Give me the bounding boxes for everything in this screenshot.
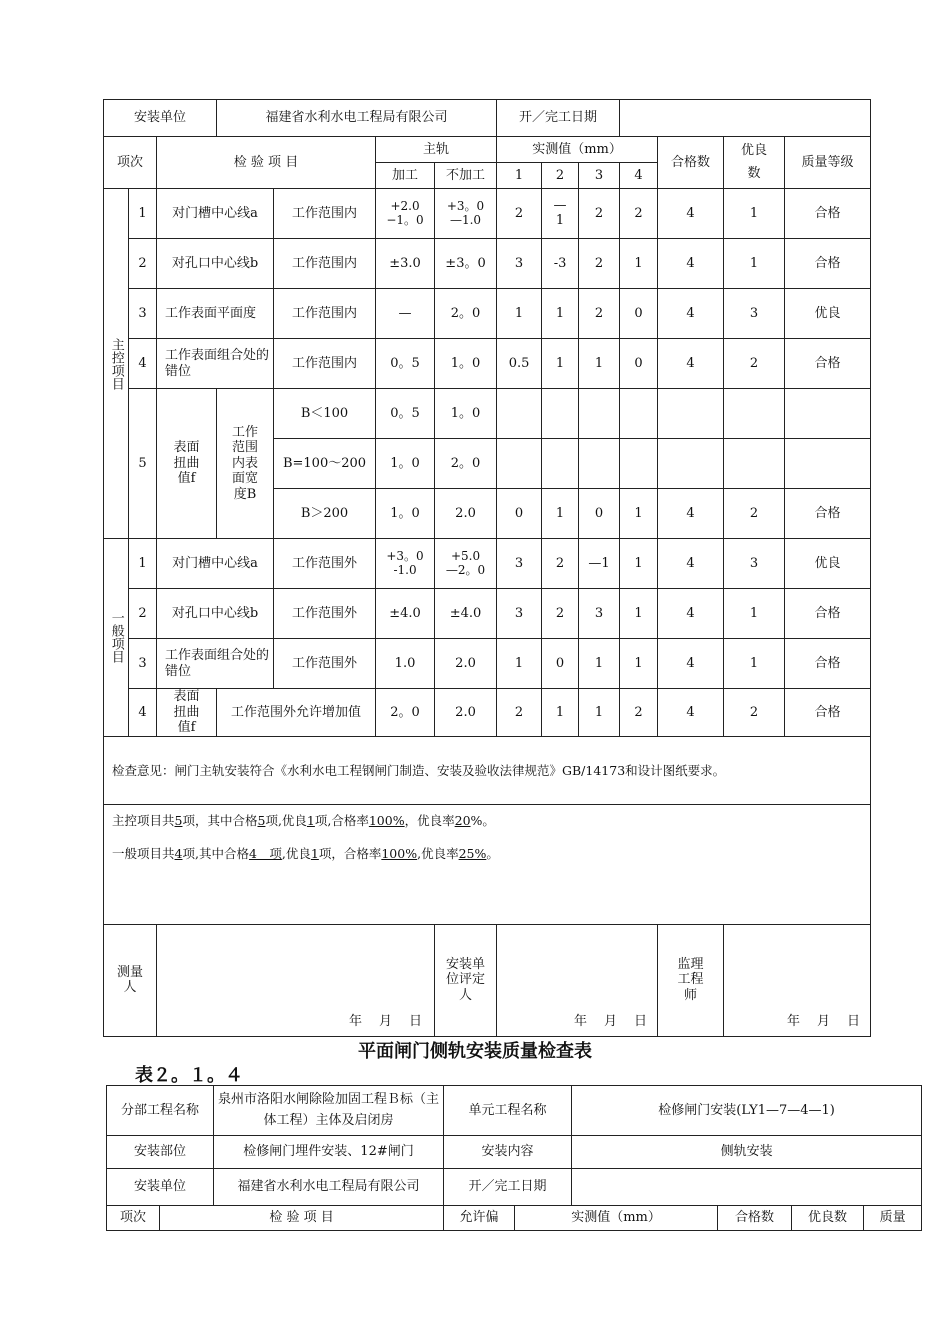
- header-m1: 1: [497, 163, 542, 189]
- pass-count: 4: [658, 689, 724, 737]
- measured-1: 1: [497, 289, 542, 339]
- good-count: 1: [724, 189, 785, 239]
- measured-4: 2: [620, 689, 658, 737]
- surveyor-signature: 年 月 日: [157, 924, 435, 1036]
- machined-value: 0。5: [376, 339, 435, 389]
- measured-4: 1: [620, 589, 658, 639]
- unmachined-value: 2.0: [435, 639, 497, 689]
- pass-count: 4: [658, 189, 724, 239]
- surveyor-label: 测量人: [104, 924, 157, 1036]
- condition: B＜100: [274, 389, 376, 439]
- measured-1: 0: [497, 489, 542, 539]
- inspection-opinion: 检查意见：闸门主轨安装符合《水利水电工程钢闸门制造、安装及验收法律规范》GB/14173和设计图纸要求。: [104, 736, 871, 804]
- item-name: 对孔口中心线b: [157, 239, 274, 289]
- measured-3: —1: [579, 539, 620, 589]
- measured-1: 3: [497, 589, 542, 639]
- item-no: 1: [129, 539, 157, 589]
- header-unmachined: 不加工: [435, 163, 497, 189]
- pass-count: 4: [658, 489, 724, 539]
- measured-2: 0: [542, 639, 579, 689]
- unit-project-value: 检修闸门安装(LY1—7—4—1): [572, 1086, 922, 1136]
- side-rail-table-title: 平面闸门侧轨安装质量检查表: [358, 1041, 592, 1062]
- header-m2: 2: [542, 163, 579, 189]
- measured-2: 1: [542, 689, 579, 737]
- measured-3: 0: [579, 489, 620, 539]
- item-scope: 工作范围外: [274, 589, 376, 639]
- item-no: 5: [129, 389, 157, 539]
- measured-2: 1: [542, 289, 579, 339]
- table-row: [104, 639, 871, 689]
- measured-1: 2: [497, 689, 542, 737]
- measured-3: 1: [579, 689, 620, 737]
- unit-project-label: 单元工程名称: [444, 1086, 572, 1136]
- machined-value: 0。5: [376, 389, 435, 439]
- install-content-label: 安装内容: [444, 1136, 572, 1169]
- measured-4: 1: [620, 639, 658, 689]
- item-scope: 工作范围外允许增加值: [217, 689, 376, 737]
- summary: [104, 804, 871, 924]
- machined-value: 1。0: [376, 489, 435, 539]
- measured-3: 2: [579, 189, 620, 239]
- unmachined-value: 2。0: [435, 289, 497, 339]
- measured-3: 2: [579, 239, 620, 289]
- item-scope: 工作范围内: [274, 339, 376, 389]
- main-group-label: 主控项目: [104, 189, 129, 539]
- header-item-no: 项次: [104, 137, 157, 189]
- good-count: 1: [724, 589, 785, 639]
- header-measured: 实测值（mm）: [497, 137, 658, 163]
- unmachined-value: 2.0: [435, 489, 497, 539]
- pass-count: 4: [658, 289, 724, 339]
- unmachined-value: 1。0: [435, 389, 497, 439]
- summary-general: 一般项目共4项,其中合格4 项,优良1项，合格率100%,优良率25%。: [112, 845, 499, 861]
- table-row: [104, 289, 871, 339]
- grade: 优良: [785, 289, 871, 339]
- table-row: [104, 689, 871, 737]
- item-no: 2: [129, 589, 157, 639]
- item-name: 对门槽中心线a: [157, 539, 274, 589]
- grade: 合格: [785, 239, 871, 289]
- supervisor-signature: 年 月 日: [724, 924, 871, 1036]
- item-no: 1: [129, 189, 157, 239]
- header-pass-count: 合格数: [718, 1206, 792, 1231]
- measured-4: 0: [620, 289, 658, 339]
- good-count: 3: [724, 539, 785, 589]
- unmachined-value: 1。0: [435, 339, 497, 389]
- table-row: [104, 189, 871, 239]
- item-scope: 工作范围内: [274, 239, 376, 289]
- measured-2: — 1: [542, 189, 579, 239]
- header-item: 检 验 项 目: [157, 137, 376, 189]
- header-good-count: 优良数: [792, 1206, 864, 1231]
- install-part-label: 安装部位: [107, 1136, 214, 1169]
- grade: 合格: [785, 589, 871, 639]
- measured-1: 2: [497, 189, 542, 239]
- item-name: 表面扭曲值f: [157, 389, 217, 539]
- item-no: 4: [129, 339, 157, 389]
- measured-3: 1: [579, 639, 620, 689]
- condition: B=100～200: [274, 439, 376, 489]
- item-scope: 工作范围内: [274, 289, 376, 339]
- measured-4: 2: [620, 189, 658, 239]
- machined-value: 1.0: [376, 639, 435, 689]
- installer-eval-label: 安装单位评定人: [435, 924, 497, 1036]
- item-no: 4: [129, 689, 157, 737]
- item-scope: 工作范围外: [274, 639, 376, 689]
- item-scope: 工作范围内: [274, 189, 376, 239]
- unit-label: 安装单位: [104, 100, 217, 137]
- machined-value: +3。0 -1.0: [376, 539, 435, 589]
- grade: 合格: [785, 339, 871, 389]
- good-count: 2: [724, 489, 785, 539]
- machined-value: 2。0: [376, 689, 435, 737]
- table-row: [104, 239, 871, 289]
- measured-2: -3: [542, 239, 579, 289]
- table-row: [104, 389, 871, 439]
- good-count: 2: [724, 339, 785, 389]
- header-item-no: 项次: [107, 1206, 160, 1231]
- table-row: [104, 339, 871, 389]
- measured-4: 1: [620, 539, 658, 589]
- unmachined-value: 2。0: [435, 439, 497, 489]
- measured-4: 1: [620, 239, 658, 289]
- date-label: 开／完工日期: [444, 1169, 572, 1206]
- table-number-label: 表２。１。４: [135, 1065, 243, 1086]
- unmachined-value: ±4.0: [435, 589, 497, 639]
- sub-project-value: 泉州市洛阳水闸除险加固工程Ｂ标（主体工程）主体及启闭房: [214, 1086, 444, 1136]
- item-no: 2: [129, 239, 157, 289]
- measured-3: 1: [579, 339, 620, 389]
- header-measured: 实测值（mm）: [515, 1206, 718, 1231]
- summary-main: 主控项目共5项，其中合格5项,优良1项,合格率100%，优良率20%。: [112, 812, 495, 828]
- item-name: 工作表面组合处的错位: [157, 639, 274, 689]
- good-count: 3: [724, 289, 785, 339]
- table-row: [104, 589, 871, 639]
- measured-4: 1: [620, 489, 658, 539]
- measured-1: 3: [497, 239, 542, 289]
- item-name: 对孔口中心线b: [157, 589, 274, 639]
- general-group-label: 一般项目: [104, 539, 129, 737]
- measured-1: 0.5: [497, 339, 542, 389]
- date-value: [620, 100, 871, 137]
- install-unit-value: 福建省水利水电工程局有限公司: [214, 1169, 444, 1206]
- item-name: 对门槽中心线a: [157, 189, 274, 239]
- good-count: 1: [724, 639, 785, 689]
- header-main-rail: 主轨: [376, 137, 497, 163]
- pass-count: 4: [658, 589, 724, 639]
- machined-value: ±4.0: [376, 589, 435, 639]
- machined-value: 1。0: [376, 439, 435, 489]
- measured-2: 1: [542, 339, 579, 389]
- unmachined-value: +3。0 —1.0: [435, 189, 497, 239]
- pass-count: 4: [658, 339, 724, 389]
- measured-3: 3: [579, 589, 620, 639]
- header-grade: 质量: [864, 1206, 922, 1231]
- supervisor-label: 监理工程师: [658, 924, 724, 1036]
- unmachined-value: 2.0: [435, 689, 497, 737]
- machined-value: —: [376, 289, 435, 339]
- item-name: 工作表面平面度: [157, 289, 274, 339]
- header-grade: 质量等级: [785, 137, 871, 189]
- header-machined: 加工: [376, 163, 435, 189]
- good-count: 2: [724, 689, 785, 737]
- condition: B＞200: [274, 489, 376, 539]
- pass-count: 4: [658, 539, 724, 589]
- measured-3: 2: [579, 289, 620, 339]
- unmachined-value: +5.0 —2。0: [435, 539, 497, 589]
- good-count: 1: [724, 239, 785, 289]
- unit-value: 福建省水利水电工程局有限公司: [217, 100, 497, 137]
- grade: 合格: [785, 639, 871, 689]
- date-value: [572, 1169, 922, 1206]
- pass-count: 4: [658, 239, 724, 289]
- header-m3: 3: [579, 163, 620, 189]
- header-m4: 4: [620, 163, 658, 189]
- side-rail-inspection-table: [106, 1085, 922, 1231]
- measured-1: 1: [497, 639, 542, 689]
- table-row: [104, 539, 871, 589]
- item-name: 表面扭曲值f: [157, 689, 217, 737]
- unmachined-value: ±3。0: [435, 239, 497, 289]
- grade: 优良: [785, 539, 871, 589]
- header-pass-count: 合格数: [658, 137, 724, 189]
- installer-eval-signature: 年 月 日: [497, 924, 658, 1036]
- measured-2: 1: [542, 489, 579, 539]
- main-rail-inspection-table: [103, 99, 871, 1037]
- item-sub: 工作范围内表面宽度B: [217, 389, 274, 539]
- sub-project-label: 分部工程名称: [107, 1086, 214, 1136]
- header-good-count: 优良数: [724, 137, 785, 189]
- header-item: 检 验 项 目: [160, 1206, 444, 1231]
- machined-value: +2.0 −1。0: [376, 189, 435, 239]
- item-name: 工作表面组合处的错位: [157, 339, 274, 389]
- measured-4: 0: [620, 339, 658, 389]
- item-scope: 工作范围外: [274, 539, 376, 589]
- date-label: 开／完工日期: [497, 100, 620, 137]
- grade: 合格: [785, 189, 871, 239]
- measured-1: 3: [497, 539, 542, 589]
- grade: 合格: [785, 489, 871, 539]
- measured-2: 2: [542, 589, 579, 639]
- install-part-value: 检修闸门埋件安装、12#闸门: [214, 1136, 444, 1169]
- install-content-value: 侧轨安装: [572, 1136, 922, 1169]
- pass-count: 4: [658, 639, 724, 689]
- grade: 合格: [785, 689, 871, 737]
- item-no: 3: [129, 289, 157, 339]
- machined-value: ±3.0: [376, 239, 435, 289]
- install-unit-label: 安装单位: [107, 1169, 214, 1206]
- header-allowance: 允许偏: [444, 1206, 515, 1231]
- measured-2: 2: [542, 539, 579, 589]
- item-no: 3: [129, 639, 157, 689]
